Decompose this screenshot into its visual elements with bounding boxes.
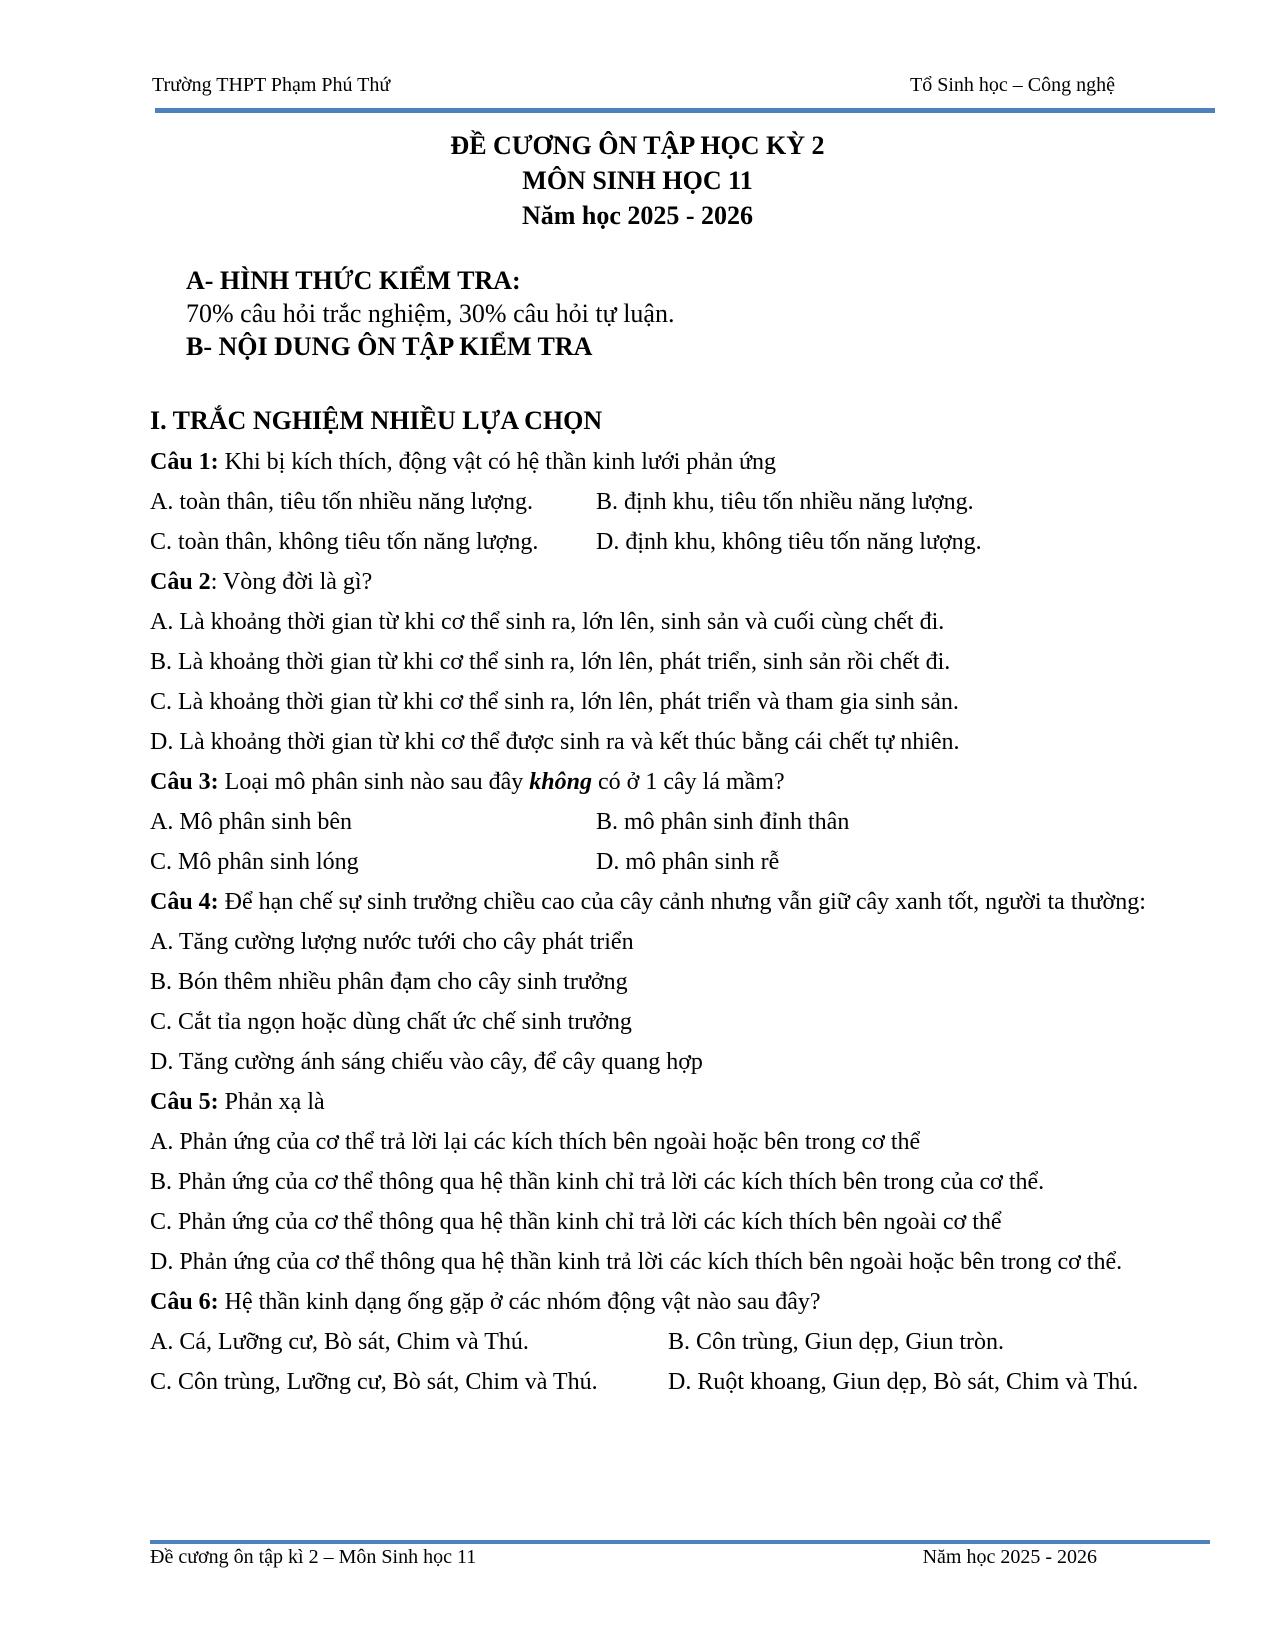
- question-5-option-a: A. Phản ứng của cơ thể trả lời lại các kích thích bên ngoài hoặc bên trong cơ thể: [150, 1129, 921, 1155]
- question-2-option-a: A. Là khoảng thời gian từ khi cơ thể sinh ra, lớn lên, sinh sản và cuối cùng chết đi.: [150, 609, 945, 635]
- question-2-option-c: C. Là khoảng thời gian từ khi cơ thể sinh ra, lớn lên, phát triển và tham gia sinh sản.: [150, 689, 959, 715]
- question-4: [150, 882, 1180, 922]
- question-6-option-c: C. Côn trùng, Lưỡng cư, Bò sát, Chim và Thú.: [150, 1369, 598, 1395]
- question-3-options-row-1: [150, 802, 1180, 842]
- question-4-option-c: C. Cắt tỉa ngọn hoặc dùng chất ức chế sinh trưởng: [150, 1009, 632, 1035]
- question-4-option-a: A. Tăng cường lượng nước tưới cho cây phát triển: [150, 929, 634, 955]
- question-5-option-b: B. Phản ứng của cơ thể thông qua hệ thần kinh chỉ trả lời các kích thích bên trong của cơ thể.: [150, 1169, 1045, 1195]
- section-a: [186, 264, 674, 363]
- question-6-label: Câu 6:: [150, 1289, 219, 1315]
- footer-left: Đề cương ôn tập kì 2 – Môn Sinh học 11: [150, 1546, 477, 1568]
- question-5-option-c: C. Phản ứng của cơ thể thông qua hệ thần kinh chỉ trả lời các kích thích bên ngoài cơ thể: [150, 1209, 1002, 1235]
- question-1-option-b: B. định khu, tiêu tốn nhiều năng lượng.: [596, 489, 974, 515]
- question-3-option-d: D. mô phân sinh rễ: [596, 849, 780, 875]
- question-4-option-d: D. Tăng cường ánh sáng chiếu vào cây, để cây quang hợp: [150, 1049, 703, 1075]
- header-school: Trường THPT Phạm Phú Thứ: [152, 74, 391, 96]
- question-1-option-c: C. toàn thân, không tiêu tốn năng lượng.: [150, 529, 539, 555]
- question-3-option-c: C. Mô phân sinh lóng: [150, 849, 359, 875]
- question-2: [150, 562, 1180, 602]
- question-3-emphasis: không: [529, 769, 592, 795]
- question-1-text: Khi bị kích thích, động vật có hệ thần kinh lưới phản ứng: [218, 449, 776, 475]
- question-3-text-after: có ở 1 cây lá mầm?: [591, 769, 785, 795]
- question-1-options-row-1: [150, 482, 1180, 522]
- question-3-label: Câu 3:: [150, 769, 219, 795]
- question-6-option-d: D. Ruột khoang, Giun dẹp, Bò sát, Chim và Thú.: [668, 1369, 1139, 1395]
- question-3: [150, 762, 1180, 802]
- section-a-text: 70% câu hỏi trắc nghiệm, 30% câu hỏi tự luận.: [186, 299, 675, 328]
- question-3-option-b: B. mô phân sinh đỉnh thân: [596, 809, 850, 835]
- footer-right: Năm học 2025 - 2026: [922, 1546, 1097, 1568]
- section-a-heading: A- HÌNH THỨC KIỂM TRA:: [186, 266, 521, 295]
- question-2-text: : Vòng đời là gì?: [210, 569, 373, 595]
- question-5-option-d: D. Phản ứng của cơ thể thông qua hệ thần kinh trả lời các kích thích bên ngoài hoặc bên trong cơ thể.: [150, 1249, 1123, 1275]
- question-1-label: Câu 1:: [150, 449, 219, 475]
- title-line-2: MÔN SINH HỌC 11: [522, 166, 753, 195]
- question-6: [150, 1282, 1180, 1322]
- title-line-1: ĐỀ CƯƠNG ÔN TẬP HỌC KỲ 2: [450, 131, 825, 160]
- question-1-option-a: A. toàn thân, tiêu tốn nhiều năng lượng.: [150, 489, 533, 515]
- question-2-option-b: B. Là khoảng thời gian từ khi cơ thể sinh ra, lớn lên, phát triển, sinh sản rồi chết đi.: [150, 649, 951, 675]
- questions-content: [150, 400, 1180, 1402]
- title-line-3: Năm học 2025 - 2026: [521, 201, 754, 230]
- question-1-options-row-2: [150, 522, 1180, 562]
- question-5: [150, 1082, 1180, 1122]
- header-department: Tổ Sinh học – Công nghệ: [910, 74, 1115, 96]
- document-title: [0, 128, 1275, 233]
- section-b-heading: B- NỘI DUNG ÔN TẬP KIỂM TRA: [186, 332, 593, 361]
- part-1-heading: I. TRẮC NGHIỆM NHIỀU LỰA CHỌN: [150, 406, 603, 435]
- question-1: [150, 442, 1180, 482]
- question-6-options-row-2: [150, 1362, 1180, 1402]
- question-6-options-row-1: [150, 1322, 1180, 1362]
- question-6-text: Hệ thần kinh dạng ống gặp ở các nhóm động vật nào sau đây?: [218, 1289, 821, 1315]
- question-2-option-d: D. Là khoảng thời gian từ khi cơ thể được sinh ra và kết thúc bằng cái chết tự nhiên.: [150, 729, 960, 755]
- question-3-option-a: A. Mô phân sinh bên: [150, 809, 352, 835]
- question-5-text: Phản xạ là: [218, 1089, 325, 1115]
- question-3-text-before: Loại mô phân sinh nào sau đây: [218, 769, 530, 795]
- question-3-options-row-2: [150, 842, 1180, 882]
- question-4-option-b: B. Bón thêm nhiều phân đạm cho cây sinh trưởng: [150, 969, 628, 995]
- question-5-label: Câu 5:: [150, 1089, 219, 1115]
- question-4-text: Để hạn chế sự sinh trưởng chiều cao của cây cảnh nhưng vẫn giữ cây xanh tốt, người ta thường:: [218, 889, 1146, 915]
- question-6-option-b: B. Côn trùng, Giun dẹp, Giun tròn.: [668, 1329, 1004, 1355]
- question-4-label: Câu 4:: [150, 889, 219, 915]
- header-rule: [155, 108, 1215, 113]
- question-2-label: Câu 2: [150, 569, 211, 595]
- footer-rule: [150, 1540, 1210, 1544]
- question-1-option-d: D. định khu, không tiêu tốn năng lượng.: [596, 529, 982, 555]
- question-6-option-a: A. Cá, Lưỡng cư, Bò sát, Chim và Thú.: [150, 1329, 529, 1355]
